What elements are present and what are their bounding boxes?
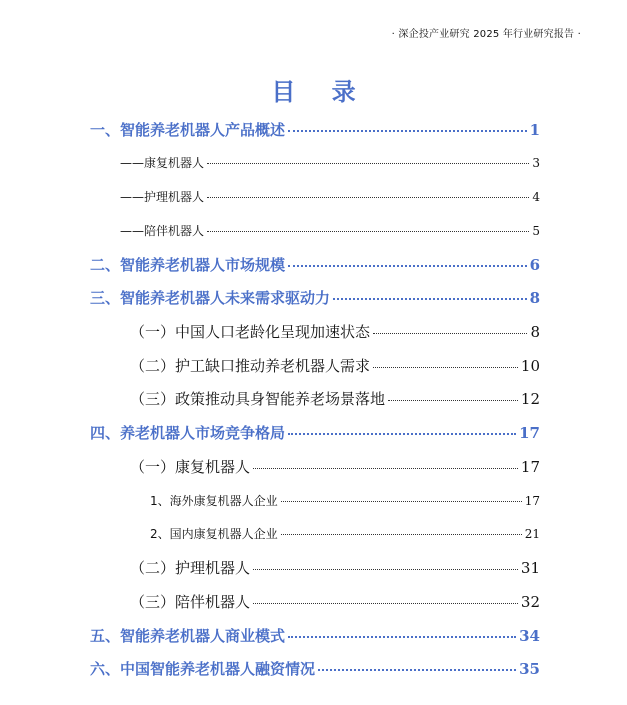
dot-leader bbox=[388, 399, 518, 401]
toc-entry-page: 3 bbox=[532, 156, 540, 170]
dot-leader bbox=[333, 297, 527, 300]
toc-entry-label: 五、智能养老机器人商业模式 bbox=[90, 627, 286, 645]
toc-entry-label: （二）护工缺口推动养老机器人需求 bbox=[130, 357, 371, 375]
dot-leader bbox=[288, 129, 527, 132]
dot-leader bbox=[207, 196, 529, 198]
dot-leader bbox=[288, 635, 516, 638]
toc-entry-label: 三、智能养老机器人未来需求驱动力 bbox=[90, 289, 331, 307]
toc-entry-4-3[interactable] bbox=[130, 591, 540, 613]
toc-entry-4-1-2[interactable] bbox=[150, 523, 540, 545]
toc-entry-page: 31 bbox=[520, 559, 540, 577]
dot-leader bbox=[288, 264, 527, 267]
dot-leader bbox=[207, 230, 529, 232]
dot-leader bbox=[253, 602, 518, 604]
toc-entry-label: （三）陪伴机器人 bbox=[130, 593, 251, 611]
dot-leader bbox=[207, 162, 529, 164]
toc-entry-label: 2、国内康复机器人企业 bbox=[150, 527, 278, 541]
dot-leader bbox=[253, 568, 518, 570]
toc-entry-page: 4 bbox=[532, 190, 540, 204]
dot-leader bbox=[288, 432, 516, 435]
page-title: 目 录 bbox=[271, 78, 370, 106]
toc-entry-label: 二、智能养老机器人市场规模 bbox=[90, 256, 286, 274]
toc-entry-label: 四、养老机器人市场竞争格局 bbox=[90, 424, 286, 442]
toc-entry-label: （一）中国人口老龄化呈现加速状态 bbox=[130, 323, 371, 341]
toc-entry-1b[interactable] bbox=[120, 186, 540, 208]
toc-entry-page: 5 bbox=[532, 224, 540, 238]
toc-entry-1c[interactable] bbox=[120, 220, 540, 242]
toc-entry-page: 35 bbox=[519, 660, 540, 678]
toc-entry-page: 10 bbox=[520, 357, 540, 375]
toc-entry-2[interactable] bbox=[90, 254, 540, 276]
toc-entry-label: 1、海外康复机器人企业 bbox=[150, 494, 278, 508]
toc-entry-5[interactable] bbox=[90, 625, 540, 647]
toc-entry-label: 一、智能养老机器人产品概述 bbox=[90, 121, 286, 139]
dot-leader bbox=[281, 500, 522, 502]
toc-entry-label: （二）护理机器人 bbox=[130, 559, 251, 577]
toc-entry-3-2[interactable] bbox=[130, 355, 540, 377]
dot-leader bbox=[373, 332, 527, 334]
toc-entry-page: 6 bbox=[529, 256, 540, 274]
toc-entry-label: 六、中国智能养老机器人融资情况 bbox=[90, 660, 316, 678]
toc-entry-page: 8 bbox=[530, 323, 540, 341]
toc-entry-3-1[interactable] bbox=[130, 321, 540, 343]
toc-entry-label: ——陪伴机器人 bbox=[120, 224, 205, 238]
toc-entry-4-1-1[interactable] bbox=[150, 490, 540, 512]
dot-leader bbox=[253, 467, 518, 469]
dot-leader bbox=[318, 668, 516, 671]
toc-entry-page: 17 bbox=[520, 458, 540, 476]
toc-entry-page: 1 bbox=[529, 121, 540, 139]
toc-entry-3-3[interactable] bbox=[130, 388, 540, 410]
toc-entry-page: 21 bbox=[524, 527, 540, 541]
toc-entry-page: 32 bbox=[520, 593, 540, 611]
toc-entry-1a[interactable] bbox=[120, 152, 540, 174]
dot-leader bbox=[281, 533, 522, 535]
report-header: · 深企投产业研究 2025 年行业研究报告 · bbox=[391, 29, 581, 40]
dot-leader bbox=[373, 366, 518, 368]
toc-entry-6[interactable] bbox=[90, 658, 540, 680]
toc-entry-3[interactable] bbox=[90, 287, 540, 309]
toc-entry-page: 34 bbox=[519, 627, 540, 645]
toc-entry-label: （三）政策推动具身智能养老场景落地 bbox=[130, 390, 386, 408]
toc-entry-1[interactable] bbox=[90, 119, 540, 141]
toc-entry-4-2[interactable] bbox=[130, 557, 540, 579]
toc-entry-label: （一）康复机器人 bbox=[130, 458, 251, 476]
toc-entry-page: 17 bbox=[519, 424, 540, 442]
toc-entry-page: 12 bbox=[520, 390, 540, 408]
toc-entry-4[interactable] bbox=[90, 422, 540, 444]
toc-entry-page: 17 bbox=[524, 494, 540, 508]
toc-entry-page: 8 bbox=[529, 289, 540, 307]
toc-entry-label: ——康复机器人 bbox=[120, 156, 205, 170]
toc-entry-label: ——护理机器人 bbox=[120, 190, 205, 204]
toc-entry-4-1[interactable] bbox=[130, 456, 540, 478]
